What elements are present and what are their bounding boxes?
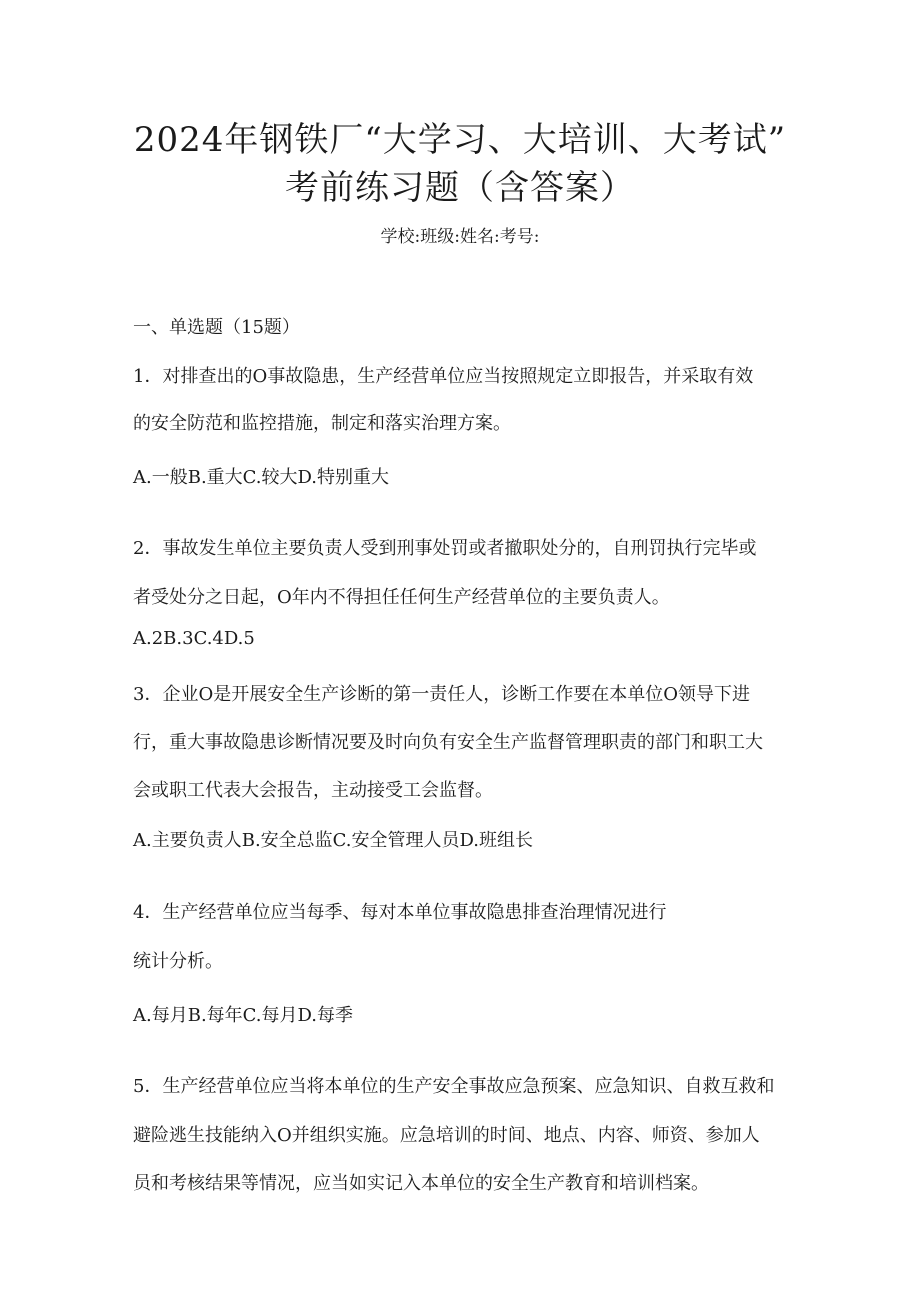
section-heading: 一、单选题（15题） — [133, 317, 300, 338]
student-info-line: 学校:班级:姓名:考号: — [380, 227, 540, 247]
question-3-line-1: 3．企业O是开展安全生产诊断的第一责任人，诊断工作要在本单位O领导下进 — [133, 684, 750, 705]
question-3-line-2: 行，重大事故隐患诊断情况要及时向负有安全生产监督管理职责的部门和职工大 — [133, 732, 763, 753]
question-4-line-2: 统计分析。 — [133, 951, 223, 972]
document-title-line-2: 考前练习题（含答案） — [285, 168, 635, 208]
question-5-line-1: 5．生产经营单位应当将本单位的生产安全事故应急预案、应急知识、自救互救和 — [133, 1076, 775, 1097]
question-1-line-1: 1．对排查出的O事故隐患，生产经营单位应当按照规定立即报告，并采取有效 — [133, 366, 754, 387]
document-title-line-1: 2024年钢铁厂“大学习、大培训、大考试” — [133, 120, 787, 160]
question-3-line-3: 会或职工代表大会报告，主动接受工会监督。 — [133, 780, 493, 801]
question-5-line-2: 避险逃生技能纳入O并组织实施。应急培训的时间、地点、内容、师资、参加人 — [133, 1125, 760, 1146]
question-2-line-1: 2．事故发生单位主要负责人受到刑事处罚或者撤职处分的，自刑罚执行完毕或 — [133, 538, 757, 559]
question-2-options: A.2B.3C.4D.5 — [133, 628, 255, 649]
question-3-options: A.主要负责人B.安全总监C.安全管理人员D.班组长 — [133, 830, 534, 851]
question-5-line-3: 员和考核结果等情况，应当如实记入本单位的安全生产教育和培训档案。 — [133, 1173, 709, 1194]
question-1-options: A.一般B.重大C.较大D.特别重大 — [133, 467, 390, 488]
question-4-line-1: 4．生产经营单位应当每季、每对本单位事故隐患排查治理情况进行 — [133, 902, 667, 923]
question-2-line-2: 者受处分之日起，O年内不得担任任何生产经营单位的主要负责人。 — [133, 587, 670, 608]
question-4-options: A.每月B.每年C.每月D.每季 — [133, 1005, 354, 1026]
question-1-line-2: 的安全防范和监控措施，制定和落实治理方案。 — [133, 413, 511, 434]
